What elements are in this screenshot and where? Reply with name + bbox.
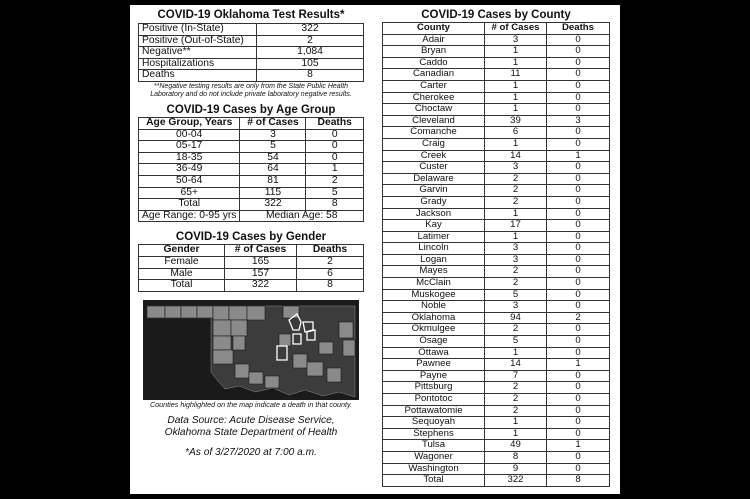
county-cases-cell: 14	[485, 359, 547, 371]
test-result-label: Positive (In-State)	[139, 24, 257, 36]
county-row	[383, 289, 610, 301]
county-name-cell: Comanche	[383, 127, 485, 139]
age-cases-cell: 5	[240, 141, 306, 153]
county-cases-cell: 17	[485, 220, 547, 232]
county-cases-cell: 322	[485, 475, 547, 487]
county-deaths-cell: 0	[547, 266, 610, 278]
county-row	[383, 451, 610, 463]
test-result-label: Deaths	[139, 70, 257, 82]
age-cases-cell: 81	[240, 175, 306, 187]
county-deaths-col-header: Deaths	[547, 23, 610, 35]
county-row	[383, 208, 610, 220]
county-row	[383, 405, 610, 417]
test-results-body	[139, 24, 364, 82]
test-result-row	[139, 70, 364, 82]
county-deaths-cell: 0	[547, 301, 610, 313]
county-deaths-cell: 0	[547, 428, 610, 440]
county-row	[383, 278, 610, 290]
county-row	[383, 162, 610, 174]
county-deaths-cell: 0	[547, 80, 610, 92]
county-cases-cell: 1	[485, 347, 547, 359]
county-deaths-cell: 0	[547, 185, 610, 197]
county-title: COVID-19 Cases by County	[421, 9, 571, 21]
age-cases-cell: 322	[240, 199, 306, 211]
county-row	[383, 359, 610, 371]
county-row	[383, 80, 610, 92]
county-row	[383, 417, 610, 429]
county-row	[383, 312, 610, 324]
county-name-cell: Lincoln	[383, 243, 485, 255]
county-cases-cell: 94	[485, 312, 547, 324]
age-group-cell: 00-04	[139, 129, 240, 141]
county-name-cell: Logan	[383, 254, 485, 266]
data-source	[138, 415, 364, 439]
county-cases-cell: 7	[485, 370, 547, 382]
county-name-cell: Creek	[383, 150, 485, 162]
county-deaths-cell: 0	[547, 451, 610, 463]
county-name-cell: Pittsburg	[383, 382, 485, 394]
county-cases-cell: 5	[485, 336, 547, 348]
county-cases-cell: 8	[485, 451, 547, 463]
county-cases-cell: 6	[485, 127, 547, 139]
test-result-row	[139, 47, 364, 59]
report-page	[130, 5, 620, 494]
county-name-cell: Oklahoma	[383, 312, 485, 324]
county-name-cell: Garvin	[383, 185, 485, 197]
county-name-cell: Canadian	[383, 69, 485, 81]
county-cases-cell: 3	[485, 254, 547, 266]
county-cases-cell: 11	[485, 69, 547, 81]
county-deaths-cell: 0	[547, 34, 610, 46]
test-result-value: 322	[257, 24, 364, 36]
test-results-table	[138, 23, 364, 82]
gender-row	[139, 268, 364, 280]
gender-cases-cell: 165	[225, 256, 297, 268]
county-row	[383, 301, 610, 313]
county-deaths-cell: 0	[547, 138, 610, 150]
age-group-row	[139, 152, 364, 164]
county-cases-cell: 2	[485, 394, 547, 406]
age-group-body	[139, 129, 364, 210]
county-deaths-cell: 0	[547, 394, 610, 406]
test-result-value: 8	[257, 70, 364, 82]
county-deaths-cell: 0	[547, 289, 610, 301]
age-cases-col-header: # of Cases	[240, 117, 306, 129]
age-group-cell: 18-35	[139, 152, 240, 164]
county-name-cell: McClain	[383, 278, 485, 290]
county-deaths-cell: 0	[547, 231, 610, 243]
test-result-value: 105	[257, 58, 364, 70]
county-name-cell: Grady	[383, 196, 485, 208]
county-name-cell: Adair	[383, 34, 485, 46]
county-row	[383, 57, 610, 69]
county-row	[383, 196, 610, 208]
county-deaths-cell: 0	[547, 336, 610, 348]
county-name-cell: Total	[383, 475, 485, 487]
county-row	[383, 115, 610, 127]
data-source-line-1: Data Source: Acute Disease Service,	[167, 414, 335, 426]
age-group-table	[138, 117, 364, 222]
age-group-row	[139, 187, 364, 199]
county-deaths-cell: 0	[547, 417, 610, 429]
county-name-cell: Bryan	[383, 46, 485, 58]
county-row	[383, 46, 610, 58]
county-cases-cell: 1	[485, 80, 547, 92]
county-cases-cell: 49	[485, 440, 547, 452]
county-row	[383, 475, 610, 487]
county-deaths-cell: 0	[547, 220, 610, 232]
age-group-cell: 36-49	[139, 164, 240, 176]
county-cases-cell: 3	[485, 34, 547, 46]
age-cases-cell: 54	[240, 152, 306, 164]
county-cases-cell: 2	[485, 382, 547, 394]
county-deaths-cell: 0	[547, 57, 610, 69]
county-name-cell: Delaware	[383, 173, 485, 185]
county-cases-cell: 1	[485, 231, 547, 243]
age-group-row	[139, 164, 364, 176]
county-name-cell: Pawnee	[383, 359, 485, 371]
county-row	[383, 34, 610, 46]
county-col-header: County	[383, 23, 485, 35]
county-row	[383, 69, 610, 81]
county-row	[383, 150, 610, 162]
county-deaths-cell: 0	[547, 104, 610, 116]
age-group-title: COVID-19 Cases by Age Group	[166, 103, 336, 116]
county-row	[383, 243, 610, 255]
county-deaths-cell: 0	[547, 405, 610, 417]
test-result-label: Positive (Out-of-State)	[139, 35, 257, 47]
age-cases-cell: 3	[240, 129, 306, 141]
age-deaths-col-header: Deaths	[306, 117, 364, 129]
county-row	[383, 185, 610, 197]
test-result-value: 1,084	[257, 47, 364, 59]
age-deaths-cell: 2	[306, 175, 364, 187]
gender-title: COVID-19 Cases by Gender	[175, 231, 327, 244]
county-name-cell: Noble	[383, 301, 485, 313]
county-name-cell: Mayes	[383, 266, 485, 278]
county-row	[383, 92, 610, 104]
county-deaths-cell: 0	[547, 127, 610, 139]
county-row	[383, 138, 610, 150]
gender-deaths-cell: 6	[297, 268, 364, 280]
county-deaths-cell: 0	[547, 196, 610, 208]
gender-body	[139, 256, 364, 291]
age-deaths-cell: 0	[306, 129, 364, 141]
county-cases-cell: 9	[485, 463, 547, 475]
gender-cases-col-header: # of Cases	[225, 245, 297, 257]
county-name-cell: Stephens	[383, 428, 485, 440]
county-row	[383, 127, 610, 139]
county-name-cell: Cleveland	[383, 115, 485, 127]
county-deaths-cell: 8	[547, 475, 610, 487]
county-cases-cell: 3	[485, 162, 547, 174]
gender-cases-cell: 157	[225, 268, 297, 280]
county-cases-cell: 5	[485, 289, 547, 301]
county-deaths-cell: 1	[547, 440, 610, 452]
age-group-row	[139, 129, 364, 141]
county-cases-cell: 14	[485, 150, 547, 162]
county-row	[383, 347, 610, 359]
gender-row	[139, 280, 364, 292]
county-row	[383, 173, 610, 185]
county-cases-cell: 1	[485, 57, 547, 69]
county-name-cell: Ottawa	[383, 347, 485, 359]
county-deaths-cell: 0	[547, 162, 610, 174]
county-row	[383, 382, 610, 394]
county-row	[383, 324, 610, 336]
age-cases-cell: 64	[240, 164, 306, 176]
county-name-cell: Custer	[383, 162, 485, 174]
county-cases-cell: 2	[485, 266, 547, 278]
age-group-row	[139, 175, 364, 187]
county-row	[383, 104, 610, 116]
county-row	[383, 463, 610, 475]
gender-deaths-col-header: Deaths	[297, 245, 364, 257]
age-group-header-row	[139, 117, 364, 129]
age-deaths-cell: 0	[306, 141, 364, 153]
county-name-cell: Pottawatomie	[383, 405, 485, 417]
county-name-cell: Payne	[383, 370, 485, 382]
county-row	[383, 220, 610, 232]
age-group-cell: 50-64	[139, 175, 240, 187]
county-name-cell: Caddo	[383, 57, 485, 69]
county-cases-cell: 1	[485, 104, 547, 116]
county-row	[383, 231, 610, 243]
county-cases-cell: 1	[485, 46, 547, 58]
age-group-cell: 65+	[139, 187, 240, 199]
age-cases-cell: 115	[240, 187, 306, 199]
age-group-row	[139, 199, 364, 211]
county-name-cell: Craig	[383, 138, 485, 150]
county-row	[383, 440, 610, 452]
county-row	[383, 254, 610, 266]
county-cases-cell: 39	[485, 115, 547, 127]
county-deaths-cell: 0	[547, 463, 610, 475]
county-name-cell: Washington	[383, 463, 485, 475]
county-cases-cell: 2	[485, 278, 547, 290]
county-cases-cell: 1	[485, 138, 547, 150]
gender-table	[138, 244, 364, 291]
data-source-line-2: Oklahoma State Department of Health	[164, 426, 338, 438]
county-cases-cell: 2	[485, 196, 547, 208]
county-name-cell: Pontotoc	[383, 394, 485, 406]
county-deaths-cell: 0	[547, 370, 610, 382]
county-deaths-cell: 1	[547, 150, 610, 162]
county-cases-cell: 2	[485, 405, 547, 417]
county-table	[382, 22, 610, 487]
county-name-cell: Wagoner	[383, 451, 485, 463]
age-group-cell: Total	[139, 199, 240, 211]
county-deaths-cell: 0	[547, 347, 610, 359]
county-deaths-cell: 0	[547, 69, 610, 81]
age-deaths-cell: 0	[306, 152, 364, 164]
county-cases-cell: 2	[485, 185, 547, 197]
gender-cell: Female	[139, 256, 225, 268]
county-deaths-cell: 0	[547, 173, 610, 185]
gender-cases-cell: 322	[225, 280, 297, 292]
county-deaths-cell: 1	[547, 359, 610, 371]
negative-testing-note: **Negative testing results are only from the State Public Health Laboratory and do not include private laboratory negative results.	[150, 82, 352, 98]
test-result-label: Negative**	[139, 47, 257, 59]
county-deaths-cell: 0	[547, 382, 610, 394]
county-name-cell: Choctaw	[383, 104, 485, 116]
age-group-cell: 05-17	[139, 141, 240, 153]
test-results-title: COVID-19 Oklahoma Test Results*	[157, 9, 345, 21]
county-cases-cell: 3	[485, 301, 547, 313]
county-name-cell: Tulsa	[383, 440, 485, 452]
county-name-cell: Kay	[383, 220, 485, 232]
test-result-row	[139, 24, 364, 36]
county-cases-col-header: # of Cases	[485, 23, 547, 35]
county-body	[383, 34, 610, 486]
gender-cell: Total	[139, 280, 225, 292]
test-result-row	[139, 35, 364, 47]
age-group-row	[139, 141, 364, 153]
age-summary-row	[139, 210, 364, 222]
age-deaths-cell: 8	[306, 199, 364, 211]
county-row	[383, 394, 610, 406]
age-deaths-cell: 5	[306, 187, 364, 199]
county-deaths-cell: 0	[547, 278, 610, 290]
county-deaths-cell: 0	[547, 92, 610, 104]
gender-deaths-cell: 2	[297, 256, 364, 268]
gender-deaths-cell: 8	[297, 280, 364, 292]
county-name-cell: Carter	[383, 80, 485, 92]
as-of-date: *As of 3/27/2020 at 7:00 a.m.	[185, 446, 317, 458]
gender-col-header: Gender	[139, 245, 225, 257]
right-column	[382, 9, 610, 487]
county-row	[383, 266, 610, 278]
county-row	[383, 370, 610, 382]
county-deaths-cell: 0	[547, 208, 610, 220]
county-name-cell: Cherokee	[383, 92, 485, 104]
gender-cell: Male	[139, 268, 225, 280]
county-name-cell: Latimer	[383, 231, 485, 243]
county-cases-cell: 1	[485, 417, 547, 429]
gender-header-row	[139, 245, 364, 257]
gender-row	[139, 256, 364, 268]
county-cases-cell: 3	[485, 243, 547, 255]
county-cases-cell: 2	[485, 324, 547, 336]
test-result-row	[139, 58, 364, 70]
median-age: Median Age: 58	[240, 210, 364, 222]
county-name-cell: Jackson	[383, 208, 485, 220]
county-cases-cell: 1	[485, 428, 547, 440]
test-result-label: Hospitalizations	[139, 58, 257, 70]
county-deaths-cell: 0	[547, 254, 610, 266]
county-deaths-cell: 0	[547, 46, 610, 58]
age-deaths-cell: 1	[306, 164, 364, 176]
county-name-cell: Okmulgee	[383, 324, 485, 336]
map-caption: Counties highlighted on the map indicate a death in that county.	[149, 399, 353, 409]
county-name-cell: Osage	[383, 336, 485, 348]
county-row	[383, 428, 610, 440]
county-name-cell: Sequoyah	[383, 417, 485, 429]
oklahoma-county-map	[143, 300, 359, 400]
county-header-row	[383, 23, 610, 35]
test-result-value: 2	[257, 35, 364, 47]
county-deaths-cell: 0	[547, 324, 610, 336]
county-cases-cell: 1	[485, 92, 547, 104]
county-cases-cell: 2	[485, 173, 547, 185]
age-range: Age Range: 0-95 yrs	[139, 210, 240, 222]
county-deaths-cell: 2	[547, 312, 610, 324]
county-deaths-cell: 3	[547, 115, 610, 127]
county-deaths-cell: 0	[547, 243, 610, 255]
county-cases-cell: 1	[485, 208, 547, 220]
left-column	[138, 9, 364, 458]
county-name-cell: Muskogee	[383, 289, 485, 301]
county-row	[383, 336, 610, 348]
age-group-col-header: Age Group, Years	[139, 117, 240, 129]
